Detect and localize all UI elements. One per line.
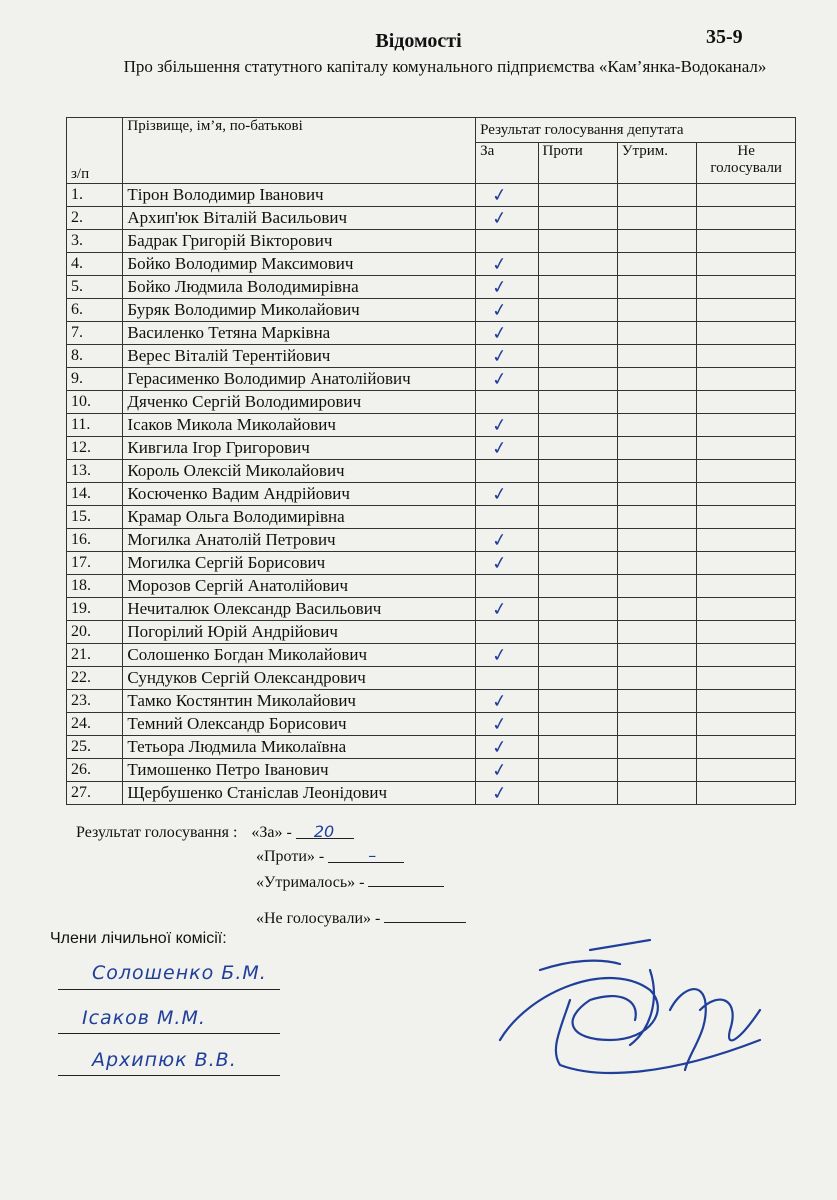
table-row: [67, 391, 796, 414]
row-utrym: [617, 460, 696, 483]
row-utrym: [617, 184, 696, 207]
row-number: 5.: [67, 276, 123, 299]
row-za: [476, 552, 538, 575]
header-result: Результат голосування депутата: [476, 118, 796, 143]
row-ne-golosuvaly: [697, 621, 796, 644]
checkmark-icon: ✓: [490, 689, 509, 713]
row-name: Могилка Анатолій Петрович: [123, 529, 476, 552]
row-ne-golosuvaly: [697, 437, 796, 460]
row-number: 17.: [67, 552, 123, 575]
table-row: [67, 299, 796, 322]
row-ne-golosuvaly: [697, 529, 796, 552]
row-ne-golosuvaly: [697, 782, 796, 805]
row-utrym: [617, 276, 696, 299]
row-za: [476, 276, 538, 299]
row-proty: [538, 552, 617, 575]
row-utrym: [617, 391, 696, 414]
row-number: 23.: [67, 690, 123, 713]
row-utrym: [617, 230, 696, 253]
row-proty: [538, 253, 617, 276]
voting-table: [66, 117, 796, 805]
row-za: [476, 368, 538, 391]
row-number: 11.: [67, 414, 123, 437]
row-za: [476, 575, 538, 598]
checkmark-icon: ✓: [490, 206, 509, 230]
row-za: [476, 713, 538, 736]
checkmark-icon: ✓: [490, 321, 509, 345]
row-ne-golosuvaly: [697, 184, 796, 207]
row-name: Сундуков Сергій Олександрович: [123, 667, 476, 690]
row-ne-golosuvaly: [697, 736, 796, 759]
table-row: [67, 782, 796, 805]
row-number: 7.: [67, 322, 123, 345]
row-ne-golosuvaly: [697, 253, 796, 276]
row-name: Тимошенко Петро Іванович: [123, 759, 476, 782]
result-utrym-label: «Утрималось» -: [256, 874, 365, 891]
row-proty: [538, 414, 617, 437]
row-ne-golosuvaly: [697, 299, 796, 322]
row-name: Погорілий Юрій Андрійович: [123, 621, 476, 644]
row-number: 18.: [67, 575, 123, 598]
table-row: [67, 759, 796, 782]
row-za: [476, 759, 538, 782]
row-za: [476, 391, 538, 414]
row-utrym: [617, 598, 696, 621]
header-za: За: [476, 143, 538, 184]
row-za: [476, 736, 538, 759]
row-utrym: [617, 345, 696, 368]
row-utrym: [617, 575, 696, 598]
row-proty: [538, 391, 617, 414]
row-proty: [538, 207, 617, 230]
row-utrym: [617, 437, 696, 460]
row-ne-golosuvaly: [697, 575, 796, 598]
row-za: [476, 782, 538, 805]
row-za: [476, 230, 538, 253]
row-proty: [538, 506, 617, 529]
row-utrym: [617, 736, 696, 759]
row-number: 13.: [67, 460, 123, 483]
row-za: [476, 529, 538, 552]
row-name: Тетьора Людмила Миколаївна: [123, 736, 476, 759]
checkmark-icon: ✓: [490, 781, 509, 805]
row-name: Дяченко Сергій Володимирович: [123, 391, 476, 414]
header-utrym: Утрим.: [617, 143, 696, 184]
table-row: [67, 253, 796, 276]
table-row: [67, 345, 796, 368]
result-label: Результат голосування :: [76, 824, 238, 841]
row-za: [476, 437, 538, 460]
row-utrym: [617, 506, 696, 529]
table-row: [67, 506, 796, 529]
table-row: [67, 322, 796, 345]
row-name: Тамко Костянтин Миколайович: [123, 690, 476, 713]
row-utrym: [617, 621, 696, 644]
row-name: Бойко Володимир Максимович: [123, 253, 476, 276]
row-proty: [538, 736, 617, 759]
row-utrym: [617, 322, 696, 345]
checkmark-icon: ✓: [490, 528, 509, 552]
table-row: [67, 736, 796, 759]
row-za: [476, 414, 538, 437]
row-number: 4.: [67, 253, 123, 276]
row-utrym: [617, 782, 696, 805]
table-row: [67, 368, 796, 391]
row-name: Король Олексій Миколайович: [123, 460, 476, 483]
row-za: [476, 184, 538, 207]
row-proty: [538, 437, 617, 460]
row-proty: [538, 621, 617, 644]
row-utrym: [617, 713, 696, 736]
row-utrym: [617, 368, 696, 391]
table-row: [67, 529, 796, 552]
row-name: Нечиталюк Олександр Васильович: [123, 598, 476, 621]
table-row: [67, 414, 796, 437]
row-number: 12.: [67, 437, 123, 460]
row-za: [476, 345, 538, 368]
document-subtitle: Про збільшення статутного капіталу комунального підприємства «Кам’янка-Водоканал»: [123, 57, 767, 76]
row-name: Крамар Ольга Володимирівна: [123, 506, 476, 529]
row-za: [476, 621, 538, 644]
row-proty: [538, 368, 617, 391]
result-za-value: 20: [313, 822, 335, 841]
row-number: 19.: [67, 598, 123, 621]
row-za: [476, 667, 538, 690]
commission-label: Члени лічильної комісії:: [50, 930, 227, 947]
row-number: 10.: [67, 391, 123, 414]
row-ne-golosuvaly: [697, 207, 796, 230]
row-name: Щербушенко Станіслав Леонідович: [123, 782, 476, 805]
table-row: [67, 621, 796, 644]
row-utrym: [617, 552, 696, 575]
row-za: [476, 322, 538, 345]
voting-result: [76, 822, 576, 932]
row-ne-golosuvaly: [697, 690, 796, 713]
row-proty: [538, 759, 617, 782]
header-number: з/п: [67, 118, 123, 184]
checkmark-icon: ✓: [490, 551, 509, 575]
row-number: 25.: [67, 736, 123, 759]
row-name: Верес Віталій Терентійович: [123, 345, 476, 368]
row-number: 1.: [67, 184, 123, 207]
row-ne-golosuvaly: [697, 713, 796, 736]
row-proty: [538, 460, 617, 483]
row-za: [476, 460, 538, 483]
row-number: 14.: [67, 483, 123, 506]
row-number: 8.: [67, 345, 123, 368]
row-proty: [538, 345, 617, 368]
row-number: 22.: [67, 667, 123, 690]
row-utrym: [617, 644, 696, 667]
row-ne-golosuvaly: [697, 276, 796, 299]
row-proty: [538, 713, 617, 736]
table-row: [67, 690, 796, 713]
result-proty-value: –: [368, 846, 377, 865]
table-row: [67, 276, 796, 299]
row-proty: [538, 483, 617, 506]
row-ne-golosuvaly: [697, 414, 796, 437]
row-utrym: [617, 667, 696, 690]
row-number: 27.: [67, 782, 123, 805]
row-number: 24.: [67, 713, 123, 736]
checkmark-icon: ✓: [490, 436, 509, 460]
row-utrym: [617, 299, 696, 322]
row-za: [476, 483, 538, 506]
checkmark-icon: ✓: [490, 183, 509, 207]
checkmark-icon: ✓: [490, 367, 509, 391]
commission-member-2: Ісаков М.М.: [82, 1007, 206, 1029]
row-za: [476, 690, 538, 713]
table-row: [67, 483, 796, 506]
row-ne-golosuvaly: [697, 644, 796, 667]
row-name: Буряк Володимир Миколайович: [123, 299, 476, 322]
signature-icon: [420, 930, 780, 1090]
row-name: Кивгила Ігор Григорович: [123, 437, 476, 460]
row-name: Тірон Володимир Іванович: [123, 184, 476, 207]
row-ne-golosuvaly: [697, 552, 796, 575]
checkmark-icon: ✓: [490, 643, 509, 667]
checkmark-icon: ✓: [490, 344, 509, 368]
row-ne-golosuvaly: [697, 391, 796, 414]
row-number: 2.: [67, 207, 123, 230]
row-utrym: [617, 253, 696, 276]
table-row: [67, 207, 796, 230]
row-ne-golosuvaly: [697, 230, 796, 253]
row-number: 26.: [67, 759, 123, 782]
row-utrym: [617, 483, 696, 506]
result-za-label: «За» -: [251, 824, 292, 841]
row-ne-golosuvaly: [697, 759, 796, 782]
row-proty: [538, 276, 617, 299]
row-utrym: [617, 414, 696, 437]
header-name: Прізвище, ім’я, по-батькові: [123, 118, 476, 184]
row-number: 15.: [67, 506, 123, 529]
row-proty: [538, 690, 617, 713]
row-proty: [538, 184, 617, 207]
row-utrym: [617, 690, 696, 713]
row-name: Герасименко Володимир Анатолійович: [123, 368, 476, 391]
row-ne-golosuvaly: [697, 483, 796, 506]
row-ne-golosuvaly: [697, 345, 796, 368]
row-proty: [538, 529, 617, 552]
checkmark-icon: ✓: [490, 758, 509, 782]
row-name: Могилка Сергій Борисович: [123, 552, 476, 575]
row-proty: [538, 782, 617, 805]
table-row: [67, 667, 796, 690]
checkmark-icon: ✓: [490, 275, 509, 299]
row-utrym: [617, 207, 696, 230]
row-proty: [538, 299, 617, 322]
table-row: [67, 184, 796, 207]
row-ne-golosuvaly: [697, 667, 796, 690]
checkmark-icon: ✓: [490, 482, 509, 506]
row-proty: [538, 230, 617, 253]
checkmark-icon: ✓: [490, 298, 509, 322]
row-number: 20.: [67, 621, 123, 644]
row-za: [476, 506, 538, 529]
table-row: [67, 598, 796, 621]
row-ne-golosuvaly: [697, 506, 796, 529]
row-proty: [538, 644, 617, 667]
row-ne-golosuvaly: [697, 322, 796, 345]
result-ne-label: «Не голосували» -: [256, 910, 381, 927]
table-row: [67, 552, 796, 575]
row-name: Бадрак Григорій Вікторович: [123, 230, 476, 253]
result-proty-label: «Проти» -: [256, 848, 325, 865]
document-title: Відомості: [375, 30, 462, 52]
table-row: [67, 437, 796, 460]
row-za: [476, 207, 538, 230]
table-row: [67, 575, 796, 598]
row-za: [476, 253, 538, 276]
commission-member-1: Солошенко Б.М.: [92, 962, 267, 984]
row-name: Солошенко Богдан Миколайович: [123, 644, 476, 667]
row-number: 16.: [67, 529, 123, 552]
row-za: [476, 598, 538, 621]
row-number: 21.: [67, 644, 123, 667]
row-proty: [538, 598, 617, 621]
table-row: [67, 460, 796, 483]
document-number: 35-9: [706, 26, 743, 48]
row-name: Василенко Тетяна Марківна: [123, 322, 476, 345]
row-proty: [538, 575, 617, 598]
row-proty: [538, 322, 617, 345]
row-name: Темний Олександр Борисович: [123, 713, 476, 736]
checkmark-icon: ✓: [490, 735, 509, 759]
table-row: [67, 644, 796, 667]
checkmark-icon: ✓: [490, 597, 509, 621]
row-number: 6.: [67, 299, 123, 322]
checkmark-icon: ✓: [490, 413, 509, 437]
row-utrym: [617, 759, 696, 782]
row-utrym: [617, 529, 696, 552]
header-ne-golosuvaly: Не голосували: [697, 143, 796, 184]
row-name: Архип'юк Віталій Васильович: [123, 207, 476, 230]
row-proty: [538, 667, 617, 690]
table-row: [67, 230, 796, 253]
voting-table-body: [67, 184, 796, 805]
header-proty: Проти: [538, 143, 617, 184]
row-ne-golosuvaly: [697, 598, 796, 621]
row-name: Ісаков Микола Миколайович: [123, 414, 476, 437]
row-name: Морозов Сергій Анатолійович: [123, 575, 476, 598]
row-ne-golosuvaly: [697, 368, 796, 391]
row-name: Косюченко Вадим Андрійович: [123, 483, 476, 506]
row-number: 3.: [67, 230, 123, 253]
row-name: Бойко Людмила Володимирівна: [123, 276, 476, 299]
row-ne-golosuvaly: [697, 460, 796, 483]
commission-member-3: Архипюк В.В.: [92, 1049, 237, 1071]
checkmark-icon: ✓: [490, 712, 509, 736]
row-za: [476, 644, 538, 667]
checkmark-icon: ✓: [490, 252, 509, 276]
row-number: 9.: [67, 368, 123, 391]
table-row: [67, 713, 796, 736]
row-za: [476, 299, 538, 322]
